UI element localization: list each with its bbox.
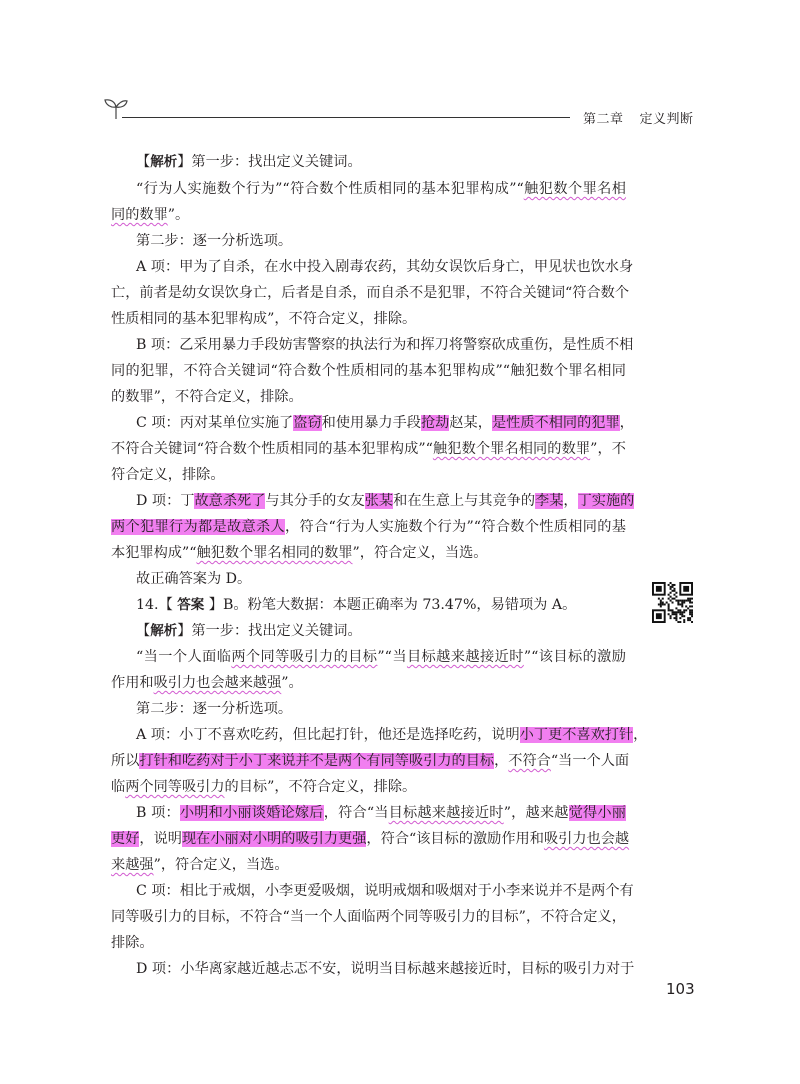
text-span: 的目标”，不符合定义，排除。: [224, 779, 417, 795]
chapter-title: 定义判断: [639, 112, 694, 127]
text-line: [111, 204, 626, 226]
highlighted-text: 故意杀死了: [194, 493, 266, 509]
text-span: 】第一步：找出定义关键词。: [177, 623, 362, 639]
text-span: 所以: [111, 753, 140, 769]
highlighted-text: 李某: [535, 493, 564, 509]
text-span: A 项：小丁不喜欢吃药，但比起打针，他还是选择吃药，说明: [136, 727, 520, 743]
chapter-header: [583, 108, 694, 127]
text-line: [111, 932, 626, 954]
text-line: [136, 880, 634, 902]
header-divider: [122, 117, 570, 118]
highlighted-text: 打针和吃药对于小丁来说并不是两个有同等吸引力的目标: [139, 753, 495, 769]
highlighted-text: 更好: [111, 831, 140, 847]
text-span: 临: [111, 779, 126, 795]
text-span: ”，不: [590, 441, 626, 457]
wavy-underlined-text: 触犯数个罪名相同的数罪: [196, 545, 353, 561]
text-line: [111, 542, 626, 564]
text-line: [136, 256, 634, 278]
text-line: [136, 334, 634, 356]
text-span: ，: [633, 727, 648, 743]
highlighted-text: 两个犯罪行为都是故意杀人: [111, 519, 285, 535]
text-line: [136, 568, 626, 590]
qr-code-icon: [652, 582, 693, 623]
text-span: ”，符合定义，当选。: [153, 857, 289, 873]
chapter-number: 第二章: [583, 112, 624, 127]
text-line: [111, 672, 626, 694]
text-line: [136, 698, 626, 720]
text-span: 排除。: [111, 935, 154, 951]
text-span: 故正确答案为 D。: [136, 571, 252, 587]
text-line: [136, 594, 626, 616]
text-span: 的数罪”，不符合定义，排除。: [111, 389, 303, 405]
highlighted-text: 丁实施的: [577, 493, 635, 509]
wavy-underlined-text: 目标越来越接近时: [406, 649, 524, 665]
text-line: [111, 438, 626, 460]
text-line: [136, 646, 626, 668]
text-line: [111, 750, 630, 772]
text-span: ，: [619, 415, 634, 431]
text-span: “行为人实施数个行为”“符合数个性质相同的基本犯罪构成”“: [136, 181, 524, 197]
wavy-underlined-text: 触犯数个罪名相: [523, 181, 626, 197]
text-span: 和在生意上与其竞争的: [393, 493, 536, 509]
text-span: ”。: [281, 675, 303, 691]
wavy-underlined-text: 吸引力也会越来越强: [153, 675, 282, 691]
text-span: ，符合“行为人实施数个行为”“符合数个性质相同的基: [284, 519, 626, 535]
text-line: [111, 360, 626, 382]
highlighted-text: 小明和小丽谈婚论嫁后: [179, 805, 324, 821]
text-span: C 项：丙对某单位实施了: [136, 415, 294, 431]
text-line: [111, 828, 630, 850]
wavy-underlined-text: 同的数罪: [111, 207, 168, 223]
highlighted-text: 小丁更不喜欢打针: [519, 727, 634, 743]
highlighted-text: 张某: [364, 493, 394, 509]
text-span: 不符合关键词“符合数个性质相同的基本犯罪构成”“: [111, 441, 433, 457]
wavy-underlined-text: 不符合: [508, 753, 551, 769]
text-span: ”。: [167, 207, 190, 223]
text-line: [111, 906, 626, 928]
text-span: B 项：乙采用暴力手段妨害警察的执法行为和挥刀将警察砍成重伤，是性质不相: [136, 337, 634, 353]
highlighted-text: 抢劫: [420, 415, 450, 431]
bold-label: 答案: [177, 597, 205, 613]
text-span: 【: [136, 623, 151, 639]
text-span: A 项：甲为了自杀，在水中投入剧毒农药，其幼女误饮后身亡，甲见状也饮水身: [136, 259, 634, 275]
text-line: [136, 412, 634, 434]
text-span: 和使用暴力手段: [321, 415, 421, 431]
text-line: [136, 724, 648, 746]
highlighted-text: 觉得小丽: [568, 805, 626, 821]
text-span: 】B。粉笔大数据：本题正确率为 73.47%，易错项为 A。: [204, 597, 577, 613]
text-span: C 项：相比于戒烟，小李更爱吸烟，说明戒烟和吸烟对于小李来说并不是两个有: [136, 883, 634, 899]
text-span: “当一个人面: [550, 753, 630, 769]
text-line: [136, 178, 626, 200]
text-span: D 项：小华离家越近越忐忑不安，说明当目标越来越接近时，目标的吸引力对于: [136, 961, 635, 977]
text-span: D 项：丁: [136, 493, 195, 509]
text-span: 赵某，: [449, 415, 492, 431]
text-span: B 项：: [136, 805, 180, 821]
wavy-underlined-text: 触犯数个罪名相同的数罪: [432, 441, 591, 457]
wavy-underlined-text: 两个同等吸引力的目标: [231, 649, 378, 665]
text-span: ，符合“该目标的激励作用和: [366, 831, 544, 847]
text-span: ，符合“当: [323, 805, 389, 821]
text-line: [111, 854, 626, 876]
text-span: 】第一步：找出定义关键词。: [177, 154, 362, 170]
text-span: ”，越来越: [503, 805, 569, 821]
text-span: ，说明: [139, 831, 182, 847]
text-span: 第二步：逐一分析选项。: [136, 701, 293, 717]
text-span: 14.【: [136, 597, 178, 613]
text-line: [111, 776, 626, 798]
text-line: [136, 151, 626, 173]
text-span: 亡，前者是幼女误饮身亡，后者是自杀，而自杀不是犯罪，不符合关键词“符合数个: [111, 285, 630, 301]
text-span: 性质相同的基本犯罪构成”，不符合定义，排除。: [111, 311, 417, 327]
page-number: 103: [666, 980, 695, 998]
highlighted-text: 盗窃: [293, 415, 322, 431]
text-span: ，: [563, 493, 578, 509]
text-span: 作用和: [111, 675, 154, 691]
wavy-underlined-text: 两个同等吸引力: [125, 779, 225, 795]
highlighted-text: 现在小丽对小明的吸引力更强: [181, 831, 367, 847]
text-line: [111, 282, 630, 304]
wavy-underlined-text: 目标越来越接近时: [388, 805, 504, 821]
text-line: [111, 386, 626, 408]
text-line: [111, 308, 626, 330]
highlighted-text: 是性质不相同的犯罪: [491, 415, 620, 431]
text-span: 第二步：逐一分析选项。: [136, 233, 293, 249]
text-span: ”，符合定义，当选。: [352, 545, 488, 561]
text-line: [136, 230, 626, 252]
text-span: ”“该目标的激励: [523, 649, 626, 665]
text-span: ，: [494, 753, 509, 769]
text-span: 同等吸引力的目标，不符合“当一个人面临两个同等吸引力的目标”，不符合定义，: [111, 909, 626, 925]
text-span: 同的犯罪，不符合关键词“符合数个性质相同的基本犯罪构成”“触犯数个罪名相同: [111, 363, 626, 379]
text-line: [111, 464, 626, 486]
text-span: 符合定义，排除。: [111, 467, 225, 483]
text-line: [111, 516, 626, 538]
wavy-underlined-text: 吸引力也会越: [543, 831, 630, 847]
bold-label: 解析: [150, 154, 178, 170]
text-span: 本犯罪构成”“: [111, 545, 197, 561]
text-span: ”“当: [377, 649, 407, 665]
wavy-underlined-text: 来越强: [111, 857, 154, 873]
text-span: 【: [136, 154, 151, 170]
bold-label: 解析: [150, 623, 178, 639]
text-span: “当一个人面临: [136, 649, 232, 665]
text-line: [136, 620, 626, 642]
text-line: [136, 802, 626, 824]
text-line: [136, 490, 635, 512]
text-span: 与其分手的女友: [265, 493, 365, 509]
text-line: [136, 958, 635, 980]
